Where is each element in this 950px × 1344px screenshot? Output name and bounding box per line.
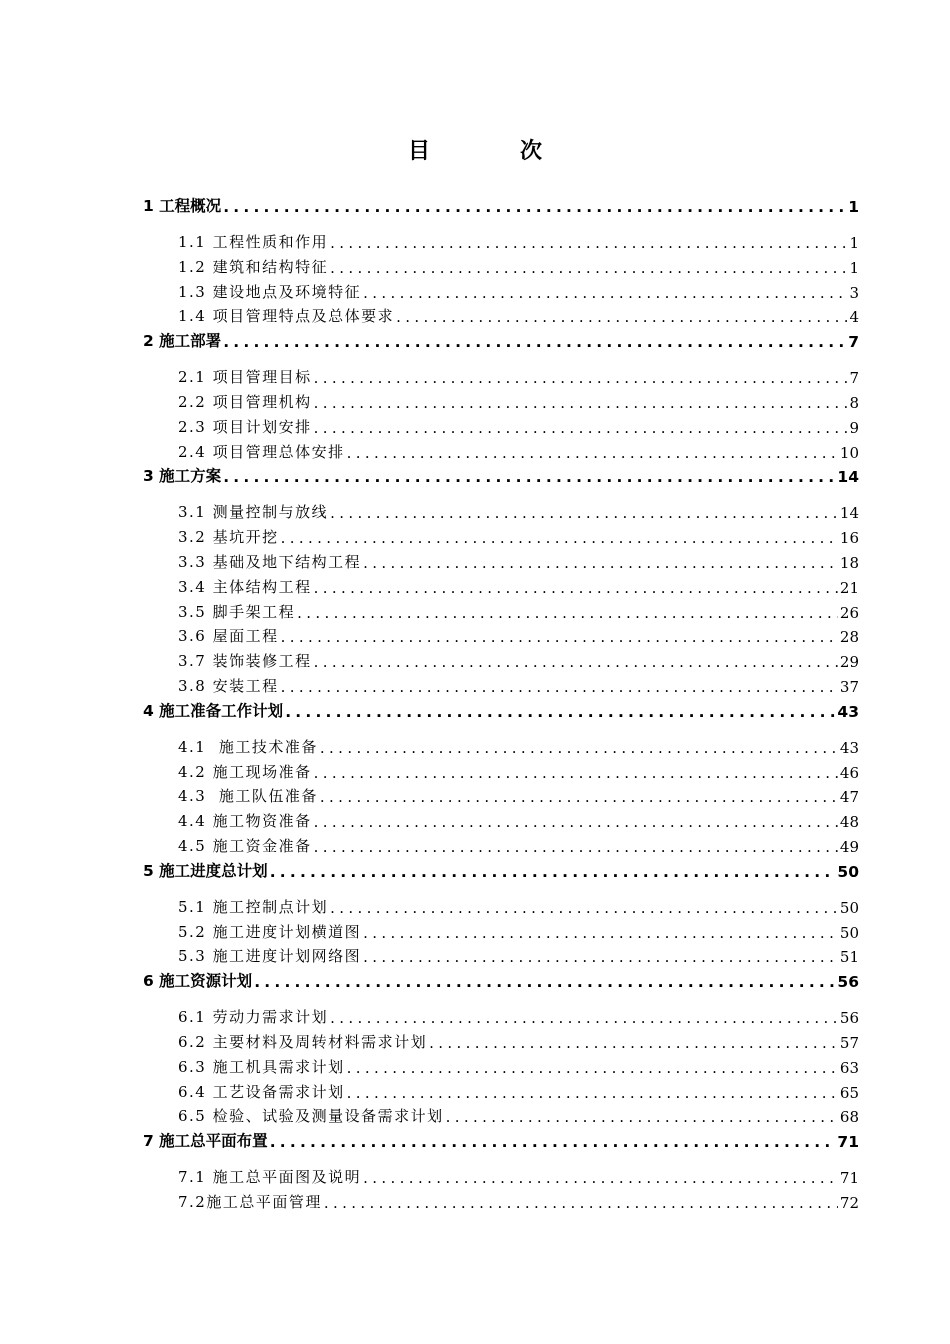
toc-dot-leader (347, 1084, 838, 1102)
toc-page-number: 51 (839, 948, 859, 967)
toc-section-entry[interactable] (0, 1003, 950, 1027)
toc-dot-leader (330, 1009, 838, 1027)
toc-entry-label: 6.1 劳动力需求计划 (178, 1008, 329, 1027)
toc-entry-label: 7.2施工总平面管理 (178, 1193, 322, 1211)
toc-entry-label: 2.2 项目管理机构 (178, 393, 312, 411)
toc-page-number: 18 (839, 554, 859, 572)
toc-dot-leader (314, 838, 838, 856)
toc-dot-leader (281, 529, 838, 547)
toc-page-number: 37 (839, 678, 859, 696)
toc-chapter-entry[interactable] (0, 462, 950, 486)
toc-entry-label: 5.2 施工进度计划横道图 (178, 922, 362, 941)
toc-entry-label: 1.3 建设地点及环境特征 (178, 282, 362, 301)
toc-chapter-entry[interactable] (0, 327, 950, 351)
toc-page-number: 9 (849, 418, 859, 437)
toc-section-entry[interactable] (0, 942, 950, 966)
toc-entry-label: 3 施工方案 (143, 467, 222, 486)
toc-page-number: 48 (839, 813, 859, 832)
toc-page-number: 50 (839, 898, 859, 917)
toc-dot-leader (330, 504, 838, 522)
toc-dot-leader (314, 653, 838, 671)
toc-section-entry[interactable] (0, 1163, 950, 1187)
toc-entry-label: 2 施工部署 (143, 332, 222, 351)
toc-entry-label: 6.2 主要材料及周转材料需求计划 (178, 1033, 428, 1051)
toc-page-number: 26 (839, 603, 859, 622)
toc-section-entry[interactable] (0, 918, 950, 942)
toc-page-number: 50 (837, 862, 859, 881)
toc-dot-leader (330, 899, 838, 917)
toc-page-number: 16 (839, 529, 859, 548)
toc-section-entry[interactable] (0, 782, 950, 806)
toc-entry-label: 3.2 基坑开挖 (178, 528, 279, 547)
toc-page-number: 1 (848, 198, 859, 216)
toc-section-entry[interactable] (0, 302, 950, 326)
toc-dot-leader (223, 198, 846, 216)
toc-page-number: 10 (839, 443, 859, 462)
toc-dot-leader (330, 259, 847, 277)
toc-dot-leader (446, 1108, 838, 1126)
toc-section-entry[interactable] (0, 438, 950, 462)
toc-entry-label: 2.1 项目管理目标 (178, 368, 312, 387)
toc-entry-label: 4.3 施工队伍准备 (178, 787, 318, 806)
toc-dot-leader (347, 1059, 838, 1077)
toc-dot-leader (314, 394, 848, 412)
toc-page-number: 50 (839, 923, 859, 942)
toc-section-entry[interactable] (0, 807, 950, 831)
toc-chapter-entry[interactable] (0, 1127, 950, 1151)
toc-chapter-entry[interactable] (0, 967, 950, 991)
toc-page-number: 49 (839, 838, 859, 856)
toc-section-entry[interactable] (0, 278, 950, 302)
toc-dot-leader (314, 764, 838, 782)
toc-page-number: 65 (839, 1083, 859, 1102)
toc-page-number: 8 (849, 394, 859, 412)
toc-entry-label: 3.4 主体结构工程 (178, 577, 312, 596)
toc-dot-leader (285, 703, 835, 721)
toc-chapter-entry[interactable] (0, 192, 950, 216)
toc-entry-label: 7 施工总平面布置 (143, 1132, 268, 1151)
toc-page-number: 72 (839, 1194, 859, 1212)
toc-page-number: 1 (849, 234, 859, 252)
toc-page-number: 68 (839, 1108, 859, 1127)
toc-entry-label: 6.5 检验、试验及测量设备需求计划 (178, 1107, 444, 1126)
toc-entry-label: 4.4 施工物资准备 (178, 812, 312, 831)
toc-page-number: 7 (849, 369, 859, 388)
toc-entry-label: 3.5 脚手架工程 (178, 602, 296, 621)
toc-entry-label: 4 施工准备工作计划 (143, 701, 284, 720)
toc-section-entry[interactable] (0, 1102, 950, 1126)
toc-section-entry[interactable] (0, 413, 950, 437)
toc-dot-leader (347, 444, 838, 462)
toc-entry-label: 5.3 施工进度计划网络图 (178, 947, 362, 966)
toc-section-entry[interactable] (0, 758, 950, 782)
toc-entry-label: 1.2 建筑和结构特征 (178, 257, 329, 276)
toc-section-entry[interactable] (0, 523, 950, 547)
toc-section-entry[interactable] (0, 598, 950, 622)
toc-section-entry[interactable] (0, 498, 950, 522)
toc-section-entry[interactable] (0, 1028, 950, 1052)
toc-section-entry[interactable] (0, 622, 950, 646)
toc-page-number: 56 (837, 973, 859, 992)
toc-section-entry[interactable] (0, 893, 950, 917)
toc-page-number: 43 (837, 702, 859, 721)
toc-section-entry[interactable] (0, 1188, 950, 1212)
toc-section-entry[interactable] (0, 363, 950, 387)
toc-dot-leader (297, 604, 838, 622)
toc-dot-leader (314, 579, 838, 597)
toc-dot-leader (324, 1194, 838, 1212)
toc-page-number: 71 (839, 1169, 859, 1188)
toc-section-entry[interactable] (0, 647, 950, 671)
toc-entry-label: 1.1 工程性质和作用 (178, 233, 329, 251)
toc-page-number: 3 (849, 283, 859, 302)
toc-entry-label: 4.1 施工技术准备 (178, 737, 318, 756)
toc-dot-leader (270, 1133, 836, 1151)
toc-page-number: 71 (837, 1133, 859, 1152)
toc-entry-label: 5.1 施工控制点计划 (178, 897, 329, 916)
toc-entry-label: 1.4 项目管理特点及总体要求 (178, 307, 395, 326)
toc-entry-label: 4.2 施工现场准备 (178, 762, 312, 781)
toc-entry-label: 1 工程概况 (143, 197, 222, 215)
toc-dot-leader (320, 739, 838, 757)
toc-chapter-entry[interactable] (0, 857, 950, 881)
toc-section-entry[interactable] (0, 832, 950, 856)
toc-section-entry[interactable] (0, 733, 950, 757)
toc-page-number: 7 (848, 333, 859, 352)
toc-entry-label: 3.8 安装工程 (178, 677, 279, 695)
toc-dot-leader (314, 369, 848, 387)
toc-entry-label: 6.4 工艺设备需求计划 (178, 1082, 345, 1101)
toc-page-number: 47 (839, 788, 859, 807)
toc-page-number: 57 (839, 1034, 859, 1052)
toc-page-number: 1 (849, 258, 859, 277)
toc-page-number: 29 (839, 653, 859, 672)
toc-dot-leader (281, 628, 838, 646)
toc-dot-leader (429, 1034, 838, 1052)
toc-entry-label: 6 施工资源计划 (143, 972, 253, 991)
toc-page-number: 28 (839, 628, 859, 647)
toc-dot-leader (320, 788, 838, 806)
toc-page-number: 46 (839, 763, 859, 782)
toc-title: 目 次 (407, 139, 576, 164)
toc-entry-label: 2.4 项目管理总体安排 (178, 442, 345, 461)
toc-dot-leader (281, 678, 838, 696)
toc-page-number: 21 (839, 578, 859, 597)
toc-page-number: 14 (837, 468, 859, 487)
toc-entry-label: 4.5 施工资金准备 (178, 837, 312, 855)
toc-entry-label: 2.3 项目计划安排 (178, 417, 312, 436)
toc-entry-label: 3.7 装饰装修工程 (178, 652, 312, 671)
toc-section-entry[interactable] (0, 672, 950, 696)
toc-dot-leader (314, 813, 838, 831)
toc-section-entry[interactable] (0, 228, 950, 252)
toc-dot-leader (363, 1169, 838, 1187)
toc-page-number: 4 (849, 308, 859, 327)
toc-dot-leader (270, 863, 836, 881)
toc-entry-label: 3.3 基础及地下结构工程 (178, 553, 362, 571)
toc-dot-leader (223, 333, 846, 351)
toc-section-entry[interactable] (0, 253, 950, 277)
toc-dot-leader (223, 468, 835, 486)
toc-page-number: 43 (839, 738, 859, 757)
toc-dot-leader (363, 284, 847, 302)
toc-dot-leader (330, 234, 847, 252)
toc-dot-leader (254, 973, 835, 991)
toc-dot-leader (396, 308, 847, 326)
toc-entry-label: 5 施工进度总计划 (143, 861, 268, 880)
toc-section-entry[interactable] (0, 388, 950, 412)
toc-dot-leader (363, 554, 838, 572)
toc-page-number: 56 (839, 1009, 859, 1028)
toc-dot-leader (363, 948, 838, 966)
toc-dot-leader (363, 924, 838, 942)
toc-entry-label: 6.3 施工机具需求计划 (178, 1057, 345, 1076)
toc-section-entry[interactable] (0, 548, 950, 572)
toc-entry-label: 7.1 施工总平面图及说明 (178, 1168, 362, 1187)
toc-page-number: 63 (839, 1058, 859, 1077)
toc-chapter-entry[interactable] (0, 697, 950, 721)
toc-page-number: 14 (839, 504, 859, 523)
toc-section-entry[interactable] (0, 1053, 950, 1077)
toc-dot-leader (314, 419, 848, 437)
toc-section-entry[interactable] (0, 573, 950, 597)
toc-section-entry[interactable] (0, 1078, 950, 1102)
toc-entry-label: 3.1 测量控制与放线 (178, 503, 329, 522)
toc-entry-label: 3.6 屋面工程 (178, 627, 279, 646)
